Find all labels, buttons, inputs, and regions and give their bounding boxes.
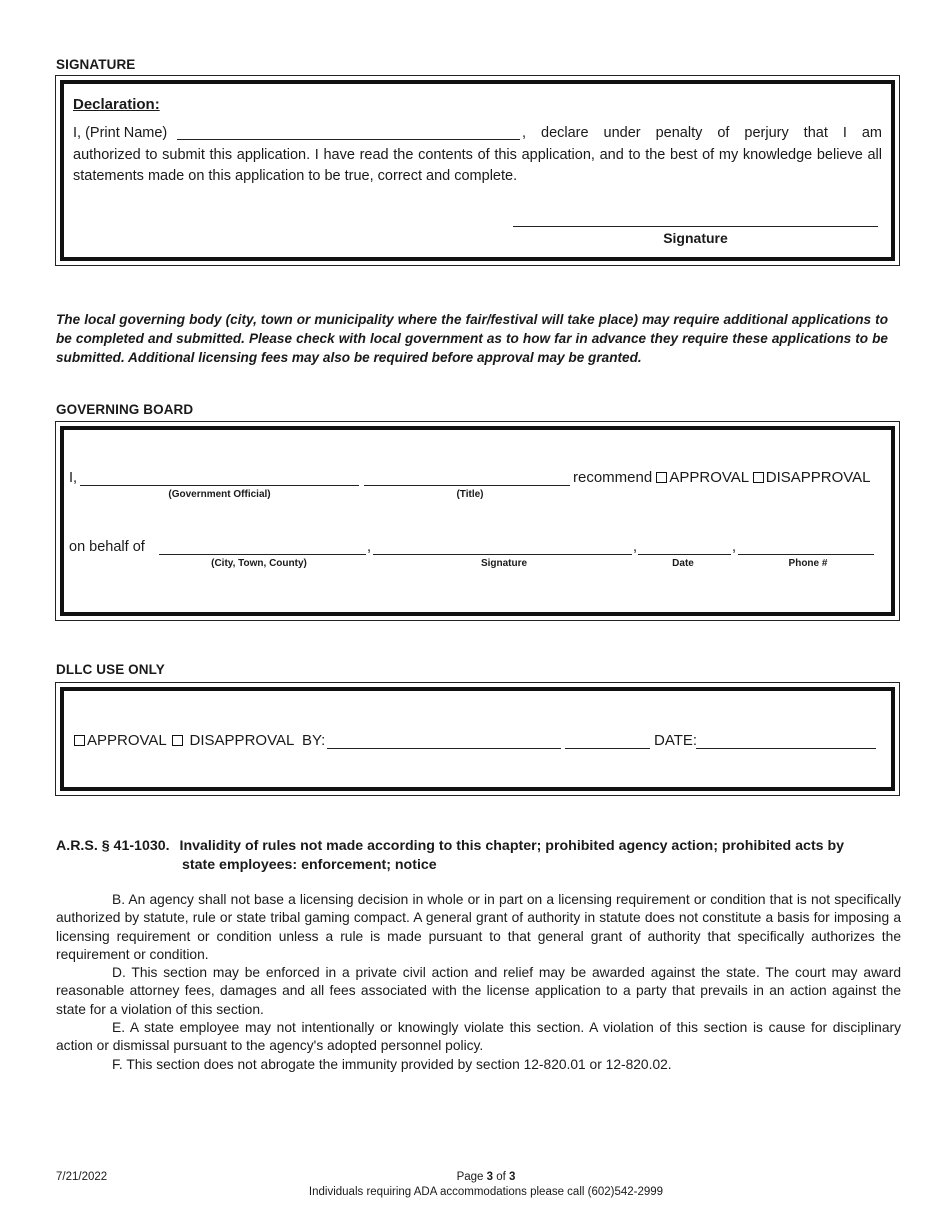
statute-body [56,891,901,1074]
gb-date-field[interactable] [638,554,731,555]
declaration-heading: Declaration: [73,96,160,113]
comma-2: , [633,539,638,555]
statute-citation: A.R.S. § 41-1030. [56,838,170,854]
page-total: 3 [509,1171,516,1183]
print-name-field[interactable] [177,139,520,140]
dllc-approval-checkbox[interactable] [74,735,85,746]
signature-label: Signature [663,230,728,246]
gb-approval-label: APPROVAL [669,469,749,486]
gb-signature-field[interactable] [373,554,632,555]
statute-paragraph-e: E. A state employee may not intentionally or knowingly violate this section. A violation of this section is cause for disciplinary action or dismissal pursuant to the agency's adopted personnel policy. [56,1020,901,1054]
signature-field[interactable] [513,226,878,227]
gb-approval-checkbox[interactable] [656,472,667,483]
page-of: of [496,1171,506,1183]
footer-date: 7/21/2022 [56,1171,108,1183]
gb-recommend-row [573,469,871,486]
city-town-county-field[interactable] [159,554,366,555]
ada-note: Individuals requiring ADA accommodations please call (602)542-2999 [308,1186,664,1198]
government-official-label: (Government Official) [168,489,271,500]
dllc-by-label: BY: [302,732,326,749]
government-official-field[interactable] [80,485,359,486]
page-prefix: Page [456,1171,484,1183]
gb-disapproval-label: DISAPPROVAL [765,469,871,486]
on-behalf-label: on behalf of [69,539,145,555]
page-current: 3 [486,1171,494,1183]
dllc-by-field-2[interactable] [565,748,650,749]
dllc-date-field[interactable] [696,748,876,749]
dllc-title: DLLC USE ONLY [56,662,165,677]
statute-heading [56,837,844,856]
gb-signature-label: Signature [480,558,528,569]
declaration-text-first: , declare under penalty of perjury that I am [522,125,882,141]
dllc-approval-label: APPROVAL [87,732,167,749]
comma-3: , [732,539,737,555]
governing-board-box [55,421,900,621]
statute-paragraph-f: F. This section does not abrogate the immunity provided by section 12-820.01 or 12-820.02. [112,1056,672,1072]
governing-board-title: GOVERNING BOARD [56,402,194,417]
comma-1: , [367,539,372,555]
gb-phone-field[interactable] [738,554,874,555]
governing-board-box-inner [60,426,895,616]
print-name-label: I, (Print Name) [73,125,168,141]
title-field[interactable] [364,485,570,486]
gb-date-label: Date [672,558,694,569]
gb-phone-label: Phone # [788,558,828,569]
recommend-label: recommend [573,469,653,486]
dllc-by-field[interactable] [327,748,561,749]
statute-heading-line2: state employees: enforcement; notice [182,857,437,873]
city-town-county-label: (City, Town, County) [211,558,307,569]
signature-section-title: SIGNATURE [56,57,136,72]
statute-paragraph-d: D. This section may be enforced in a private civil action and relief may be awarded against the state. The court may award reasonable attorney fees, damages and all fees associated with the license application to a party that prevails in an action against the state for a violation of this section. [56,965,901,1017]
declaration-text: authorized to submit this application. I have read the contents of this application, and to the best of my knowledge believe all statements made on this application to be true, correct and complete. [73,147,882,184]
dllc-disapproval-label: DISAPPROVAL [189,732,295,749]
statute-paragraph-b: B. An agency shall not base a licensing decision in whole or in part on a licensing requirement or condition that is not specifically authorized by statute, rule or state tribal gaming compact. A general grant of authority in statute does not constitute a basis for imposing a licensing requirement or condition unless a rule is made pursuant to that general grant of authority that specifically authorizes the requirement or condition. [56,892,901,962]
gb-i-label: I, [69,470,78,486]
gb-disapproval-checkbox[interactable] [753,472,764,483]
footer-page-number [0,1171,950,1183]
statute-heading-line1: Invalidity of rules not made according to this chapter; prohibited agency action; prohibited acts by [179,838,845,854]
title-label: (Title) [456,489,484,500]
dllc-disapproval-checkbox[interactable] [172,735,183,746]
dllc-decision-row [74,732,294,749]
dllc-date-label: DATE: [654,732,698,749]
local-government-notice: The local governing body (city, town or municipality where the fair/festival will take place) may require additional applications to be completed and submitted. Please check with local government as to how far in advance they require these applications to be submitted. Additional licensing fees may also be required before approval may be granted. [56,312,888,365]
